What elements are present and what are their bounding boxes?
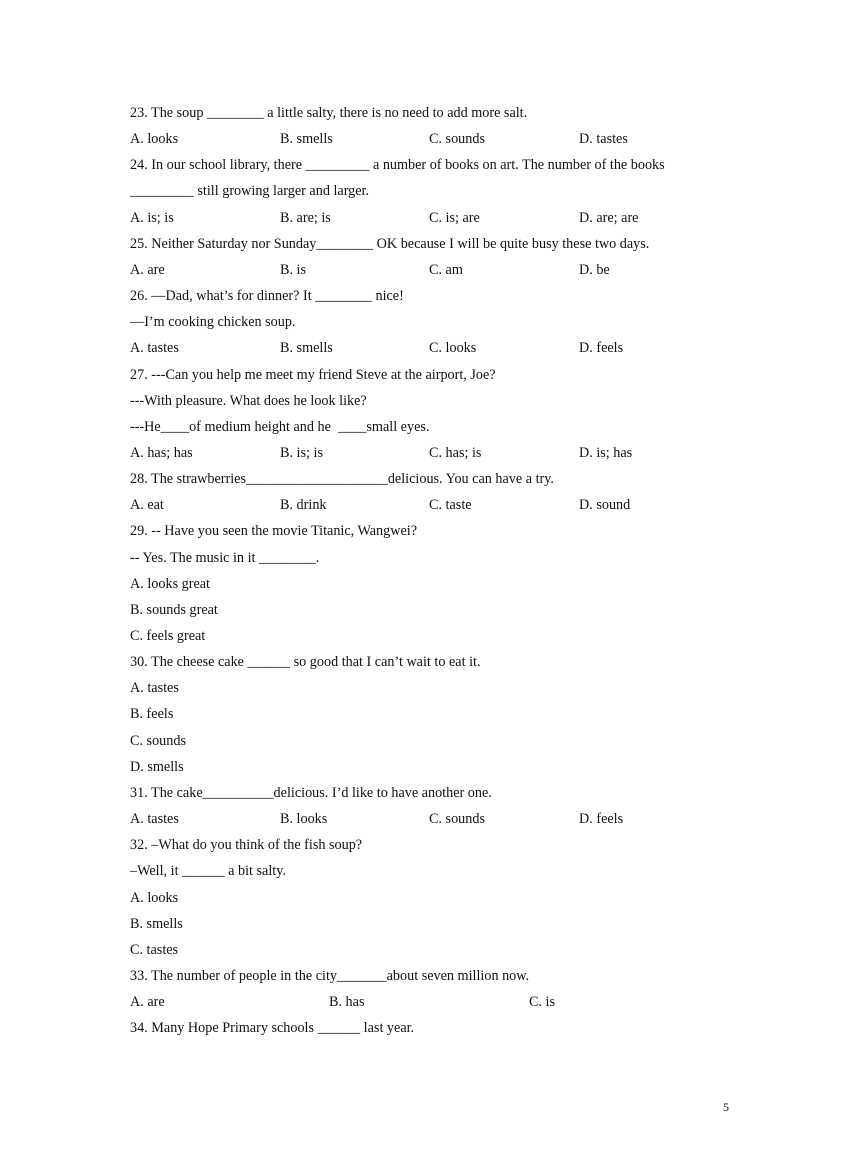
text-line: D. smells bbox=[130, 758, 184, 775]
answer-option: A. looks bbox=[130, 131, 179, 148]
question-text: 32. –What do you think of the fish soup? bbox=[130, 837, 363, 854]
question-text: 26. —Dad, what’s for dinner? It ________ nice! bbox=[130, 288, 404, 305]
answer-options bbox=[130, 130, 730, 148]
text-line: _________ still growing larger and larger. bbox=[130, 183, 370, 200]
answer-option: A. tastes bbox=[130, 340, 179, 357]
question-text: 23. The soup ________ a little salty, there is no need to add more salt. bbox=[130, 105, 528, 121]
answer-option: A. are bbox=[130, 994, 165, 1011]
text-line: -- Yes. The music in it ________. bbox=[130, 549, 320, 566]
text-line: –Well, it ______ a bit salty. bbox=[130, 863, 286, 880]
answer-options bbox=[130, 339, 730, 357]
answer-option: B. smells bbox=[280, 340, 333, 357]
answer-options bbox=[130, 209, 730, 227]
answer-options bbox=[130, 496, 730, 514]
answer-option: C. has; is bbox=[429, 444, 482, 461]
answer-option: A. has; has bbox=[130, 444, 193, 461]
answer-options bbox=[130, 444, 730, 462]
answer-option: A. eat bbox=[130, 497, 164, 514]
question-text: 27. ---Can you help me meet my friend Steve at the airport, Joe? bbox=[130, 366, 496, 383]
question-text: 31. The cake__________delicious. I’d like to have another one. bbox=[130, 784, 492, 801]
text-line: A. looks bbox=[130, 889, 179, 906]
text-line: C. feels great bbox=[130, 628, 206, 644]
text-line: ---He____of medium height and he ____small eyes. bbox=[130, 418, 430, 435]
answer-option: C. looks bbox=[429, 340, 477, 357]
question-text: 28. The strawberries____________________delicious. You can have a try. bbox=[130, 471, 554, 488]
answer-option: C. am bbox=[429, 261, 463, 278]
question-text: 34. Many Hope Primary schools ______ last year. bbox=[130, 1020, 415, 1037]
answer-option: C. sounds bbox=[429, 811, 485, 828]
answer-option: C. is bbox=[529, 994, 556, 1011]
question-text: 29. -- Have you seen the movie Titanic, Wangwei? bbox=[130, 523, 418, 540]
text-line: ---With pleasure. What does he look like? bbox=[130, 392, 367, 409]
answer-option: D. feels bbox=[579, 811, 624, 828]
answer-option: B. has bbox=[329, 994, 365, 1011]
answer-option: B. drink bbox=[280, 497, 327, 514]
text-line: C. tastes bbox=[130, 941, 179, 958]
answer-option: B. are; is bbox=[280, 209, 331, 226]
text-line: A. tastes bbox=[130, 680, 179, 697]
question-text: 25. Neither Saturday nor Sunday________ OK because I will be quite busy these two days. bbox=[130, 235, 650, 252]
text-line: B. feels bbox=[130, 706, 174, 723]
answer-options bbox=[130, 261, 730, 279]
answer-option: B. is; is bbox=[280, 444, 323, 461]
question-text: 24. In our school library, there _________ a number of books on art. The number of the books bbox=[130, 157, 665, 174]
page-number: 5 bbox=[723, 1100, 729, 1114]
question-text: 30. The cheese cake ______ so good that I can’t wait to eat it. bbox=[130, 654, 481, 671]
answer-option: D. sound bbox=[579, 497, 631, 514]
text-line: C. sounds bbox=[130, 732, 186, 749]
answer-option: A. is; is bbox=[130, 209, 174, 226]
question-text: 33. The number of people in the city_______about seven million now. bbox=[130, 967, 530, 984]
answer-option: C. taste bbox=[429, 497, 472, 514]
answer-option: D. is; has bbox=[579, 444, 633, 461]
answer-options bbox=[130, 993, 730, 1011]
answer-option: A. are bbox=[130, 261, 165, 278]
answer-option: D. are; are bbox=[579, 209, 639, 226]
text-line: —I’m cooking chicken soup. bbox=[130, 314, 296, 331]
text-line: A. looks great bbox=[130, 575, 210, 592]
answer-option: B. is bbox=[280, 261, 307, 278]
answer-option: C. sounds bbox=[429, 131, 485, 148]
answer-option: D. be bbox=[579, 261, 610, 278]
answer-option: C. is; are bbox=[429, 209, 480, 226]
answer-option: B. smells bbox=[280, 131, 333, 148]
text-line: B. smells bbox=[130, 915, 183, 932]
answer-option: D. tastes bbox=[579, 131, 628, 148]
answer-option: B. looks bbox=[280, 811, 328, 828]
answer-options bbox=[130, 810, 730, 828]
answer-option: D. feels bbox=[579, 340, 624, 357]
text-line: B. sounds great bbox=[130, 601, 218, 618]
answer-option: A. tastes bbox=[130, 811, 179, 828]
